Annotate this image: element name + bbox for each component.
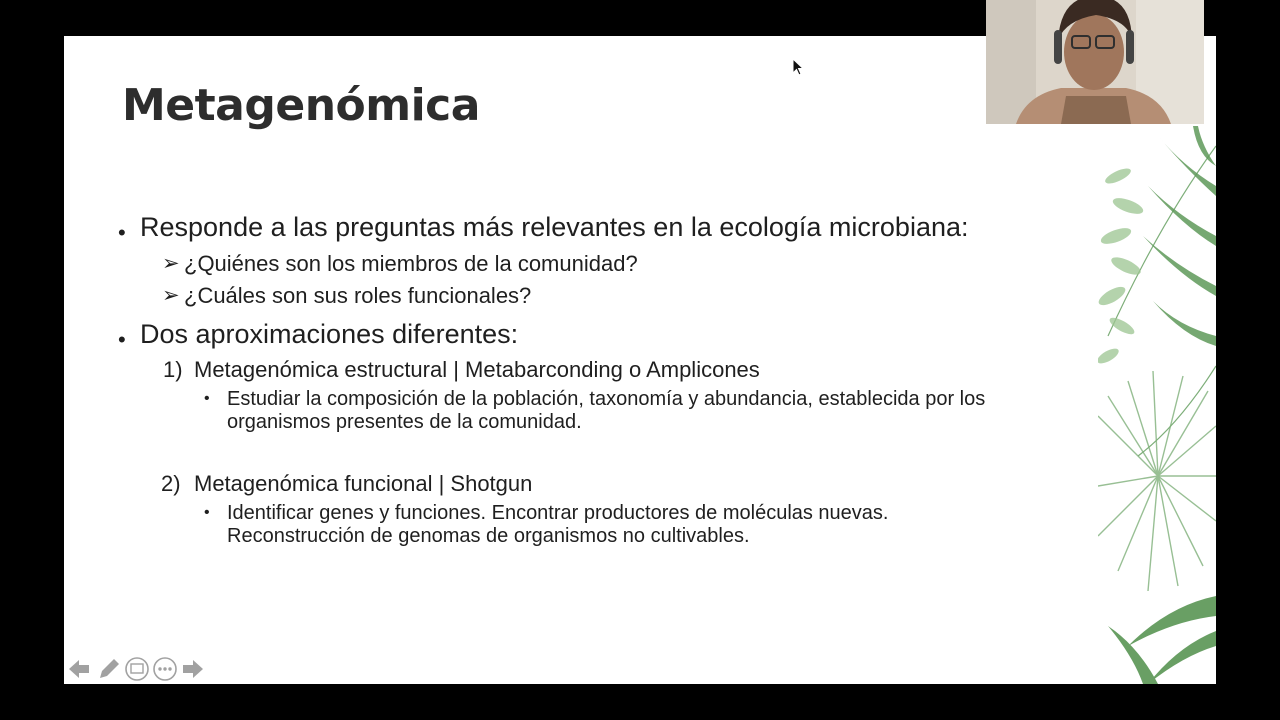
leaf-decoration: [1098, 126, 1216, 684]
item-1-heading: Metagenómica estructural | Metabarconding o Amplicones: [194, 357, 760, 382]
item-2-detail-line1: Identificar genes y funciones. Encontrar productores de moléculas nuevas.: [227, 502, 889, 524]
webcam-video: [986, 0, 1204, 124]
pen-icon[interactable]: [96, 656, 122, 682]
bullet-1-text: Responde a las preguntas más relevantes en la ecología microbiana:: [140, 212, 969, 242]
arrow-bullet-icon: ➢: [162, 284, 180, 307]
bullet-dot: •: [204, 390, 210, 407]
slide: [64, 36, 1216, 684]
more-icon[interactable]: [152, 656, 178, 682]
sub-bullet-1a: ¿Quiénes son los miembros de la comunidad?: [184, 251, 638, 276]
slide-title: Metagenómica: [122, 80, 480, 131]
mouse-cursor: [792, 58, 804, 76]
item-1-detail-line2: organismos presentes de la comunidad.: [227, 411, 582, 433]
item-2-detail-line2: Reconstrucción de genomas de organismos no cultivables.: [227, 525, 750, 547]
bullet-2-text: Dos aproximaciones diferentes:: [140, 319, 519, 349]
bullet-dot: •: [118, 327, 126, 352]
bullet-dot: •: [118, 220, 126, 245]
item-1-detail-line1: Estudiar la composición de la población, taxonomía y abundancia, establecida por los: [227, 388, 986, 410]
bullet-dot: •: [204, 504, 210, 521]
slides-icon[interactable]: [124, 656, 150, 682]
arrow-bullet-icon: ➢: [162, 252, 180, 275]
arrow-right-icon[interactable]: [180, 656, 206, 682]
item-1-number: 1): [163, 357, 183, 382]
sub-bullet-1b: ¿Cuáles son sus roles funcionales?: [184, 283, 532, 308]
item-2-number: 2): [161, 471, 181, 496]
arrow-left-icon[interactable]: [66, 656, 92, 682]
item-2-heading: Metagenómica funcional | Shotgun: [194, 471, 533, 496]
